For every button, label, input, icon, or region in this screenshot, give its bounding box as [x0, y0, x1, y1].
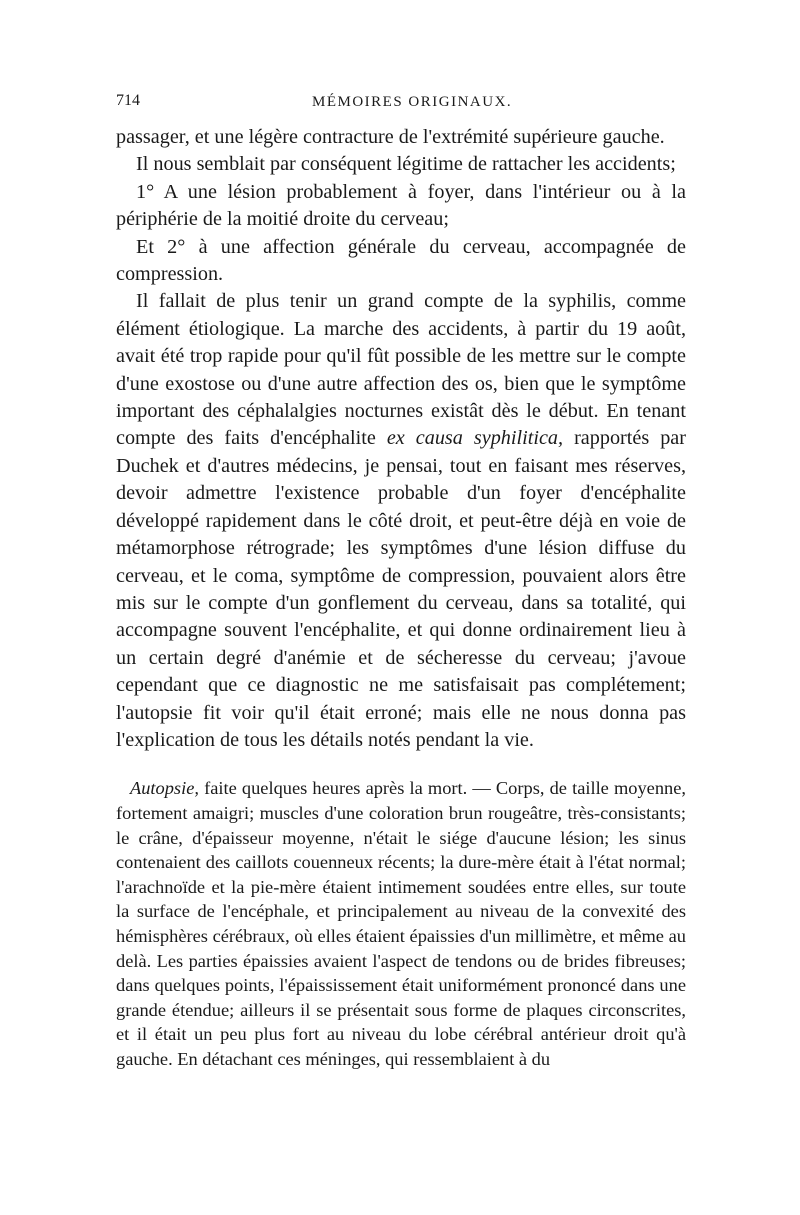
paragraph-continuation: passager, et une légère contracture de l'extrémité supérieure gauche.	[116, 126, 665, 148]
autopsy-heading: Autopsie,	[130, 778, 199, 799]
paragraph: Il nous semblait par conséquent légitime de rattacher les accidents;	[136, 153, 676, 176]
paragraph-item-2: Et 2° à une affection générale du cerveau, accompagnée de compression.	[116, 235, 686, 286]
paragraph-item-1: 1° A une lésion probablement à foyer, dans l'intérieur ou à la périphérie de la moitié droite du cerveau;	[116, 180, 686, 231]
running-title: MÉMOIRES ORIGINAUX.	[312, 94, 513, 110]
page-number: 714	[116, 92, 140, 109]
paragraph-syphilis	[116, 288, 686, 754]
autopsy-text: faite quelques heures après la mort. — Corps, de taille moyenne, fortement amaigri; muscles d'une coloration brun rougeâtre, très-consistants; le crâne, d'épaisseur moyenne, n'était le siége d'aucune lésion; les sinus contenaient des caillots couenneux récents; la dure-mère était à l'état normal; l'arachnoïde et la pie-mère étaient intimement soudées entre elles, sur toute la surface de l'encéphale, et principalement au niveau de la convexité des hémisphères cérébraux, où elles étaient épaissies d'un millimètre, et même au delà. Les parties épaissies avaient l'aspect de tendons ou de brides fibreuses; dans quelques points, l'épaississement était uniformément prononcé dans une grande étendue; ailleurs il se présentait sous forme de plaques circonscrites, et il était un peu plus fort au niveau du lobe cérébral antérieur droit qu'à gauche. En détachant ces méninges, qui ressemblaient à du	[116, 778, 686, 1069]
autopsy-section	[116, 776, 686, 1071]
paragraph-syphilis-part-b: rapportés par Duchek et d'autres médecins, je pensai, tout en faisant mes réserves, devoir admettre l'existence probable d'un foyer d'encéphalite développé rapidement dans le côté droit, et peut-être déjà en voie de métamorphose rétrograde; les symptômes d'une lésion diffuse du cerveau, et le coma, symptôme de compression, pouvaient alors être mis sur le compte d'un gonflement du cerveau, dans sa totalité, qui accompagne souvent l'encéphalite, et qui donne ordinairement lieu à un certain degré d'anémie et de sécheresse du cerveau; j'avoue cependant que ce diagnostic ne me satisfaisait pas complétement; l'autopsie fit voir qu'il était erroné; mais elle ne nous donna pas l'explication de tous les détails notés pendant la vie.	[116, 427, 686, 751]
paragraph-syphilis-part-a: Il fallait de plus tenir un grand compte de la syphilis, comme élément étiologique. La marche des accidents, à partir du 19 août, avait été trop rapide pour qu'il fût possible de les mettre sur le compte d'une exostose ou d'une autre affection des os, bien que le symptôme important des céphalalgies nocturnes existât dès le début. En tenant compte des faits d'encéphalite	[116, 290, 686, 450]
latin-phrase: ex causa syphilitica,	[386, 427, 564, 450]
running-head	[116, 92, 686, 118]
main-text	[116, 124, 686, 754]
book-page	[116, 92, 686, 1071]
autopsy-paragraph	[116, 776, 686, 1071]
